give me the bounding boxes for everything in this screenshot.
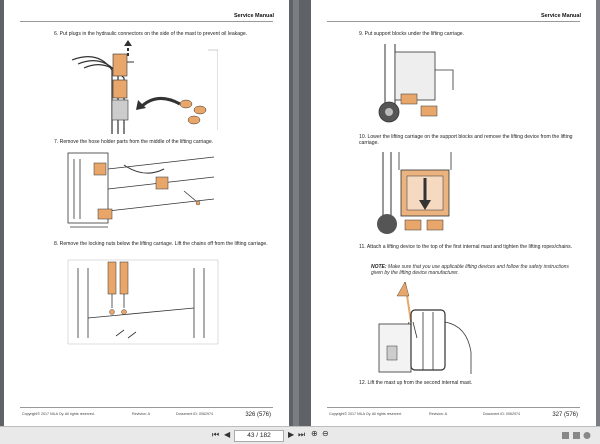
last-page-icon[interactable]: ⏭ xyxy=(298,430,306,439)
note-label: NOTE: xyxy=(371,264,387,270)
step-12-text: 12. Lift the mast up from the second internal mast. xyxy=(359,380,473,386)
note-text: Make sure that you use applicable lifting devices and follow the safety instructions given by the lifting device manufacturer. xyxy=(371,264,569,276)
footer-rule xyxy=(20,407,273,408)
figure-lift-mast xyxy=(371,282,491,378)
page-number: 327 (576) xyxy=(552,412,578,418)
document-page-left xyxy=(4,0,289,426)
prev-page-icon[interactable]: ◀ xyxy=(224,430,231,439)
step-6-text: 6. Put plugs in the hydraulic connectors on the side of the mast to prevent oil leakage. xyxy=(54,31,248,37)
figure-lower-carriage xyxy=(369,150,463,236)
page-number-input[interactable]: 43 / 182 xyxy=(234,430,284,442)
next-page-icon[interactable]: ▶ xyxy=(288,430,295,439)
note-block xyxy=(371,264,571,276)
figure-support-blocks xyxy=(369,40,461,126)
footer-document-id: Document ID: 0062974 xyxy=(483,412,520,416)
viewer-tools-icons xyxy=(562,431,592,440)
tool-square-icon[interactable] xyxy=(562,432,569,439)
page-number: 326 (576) xyxy=(245,412,271,418)
figure-locking-nuts xyxy=(64,258,224,350)
figure-hydraulic-plugs xyxy=(68,40,218,134)
tool-circle-icon[interactable] xyxy=(584,432,591,439)
zoom-out-icon[interactable]: ⊖ xyxy=(322,429,329,438)
footer-rule xyxy=(327,407,580,408)
zoom-in-icon[interactable]: ⊕ xyxy=(311,429,318,438)
figure-hose-holder xyxy=(64,149,224,233)
page-gap-scrollbar[interactable] xyxy=(293,0,299,426)
step-10-text: 10. Lower the lifting carriage on the support blocks and remove the lifting device from the lifting carriage. xyxy=(359,134,573,146)
header-rule xyxy=(327,21,580,22)
viewer-toolbar xyxy=(0,426,600,444)
vertical-scrollbar[interactable] xyxy=(596,0,600,426)
footer-copyright: Copyright© 2017 NILA Oy. All rights reserved. xyxy=(22,412,95,416)
step-8-text: 8. Remove the locking nuts below the lifting carriage. Lift the chains off from the lifting carriage. xyxy=(54,241,268,247)
footer-document-id: Document ID: 0062974 xyxy=(176,412,213,416)
header-title: Service Manual xyxy=(540,13,581,19)
header-title: Service Manual xyxy=(233,13,274,19)
step-7-text: 7. Remove the hose holder parts from the middle of the lifting carriage. xyxy=(54,139,214,145)
first-page-icon[interactable]: ⏮ xyxy=(212,430,220,439)
step-11-text: 11. Attach a lifting device to the top of the first internal mast and tighten the lifting ropes/chains. xyxy=(359,244,573,250)
footer-copyright: Copyright© 2017 NILA Oy. All rights reserved. xyxy=(329,412,402,416)
step-9-text: 9. Put support blocks under the lifting carriage. xyxy=(359,31,465,37)
footer-revision: Revision: A xyxy=(132,412,150,416)
header-rule xyxy=(20,21,273,22)
document-page-right xyxy=(311,0,596,426)
tool-page-icon[interactable] xyxy=(573,432,580,439)
footer-revision: Revision: A xyxy=(429,412,447,416)
